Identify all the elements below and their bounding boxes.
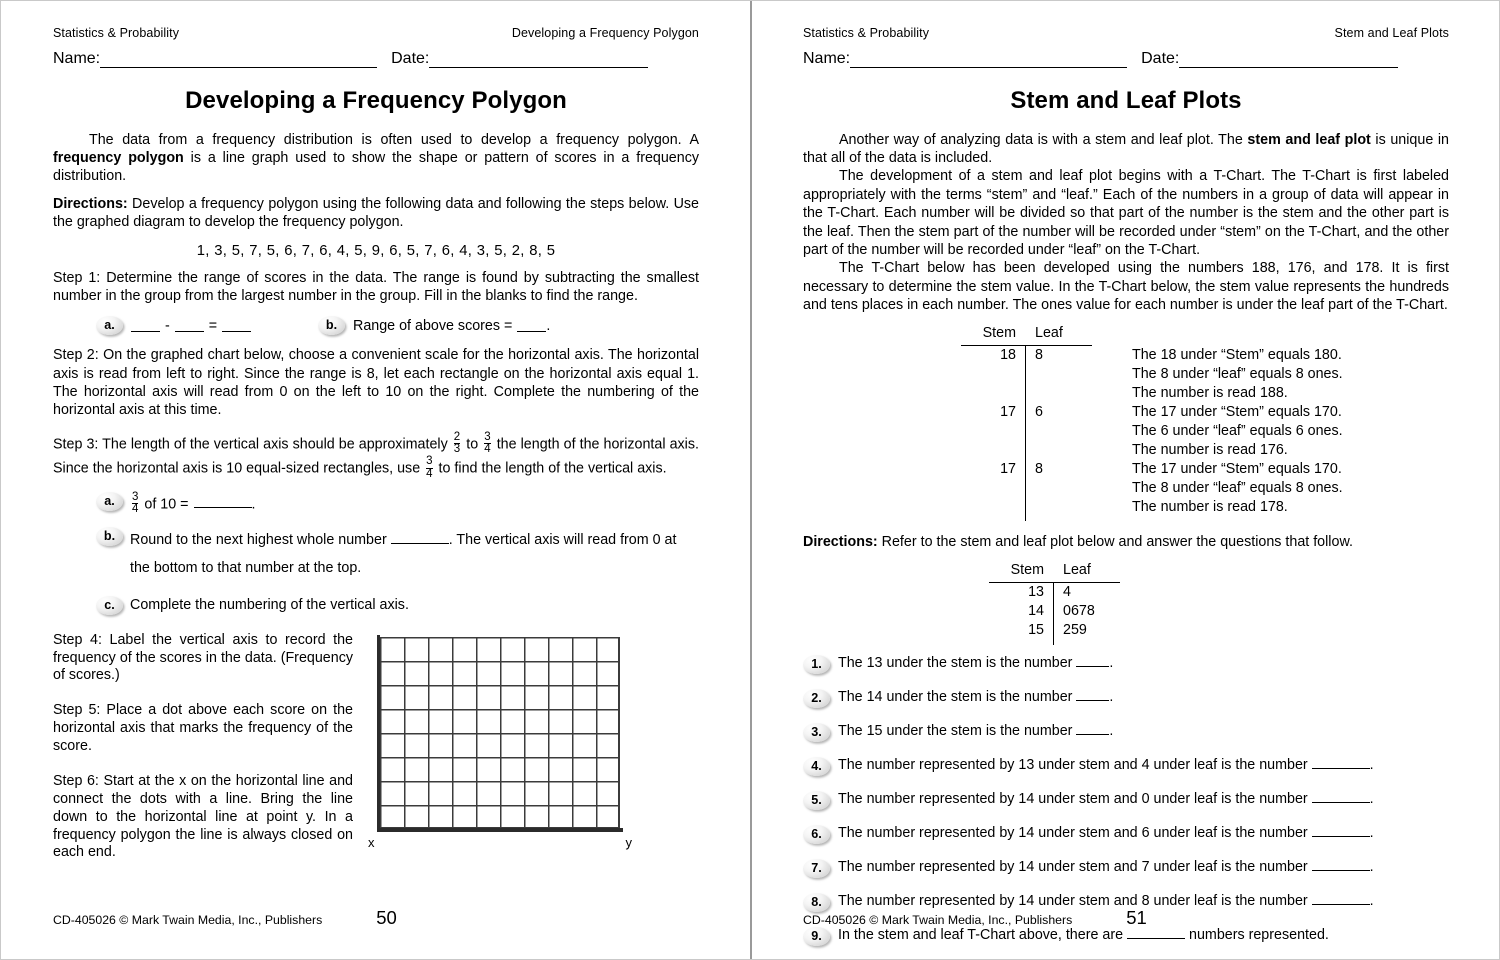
step1-blank-difference[interactable] xyxy=(222,320,251,332)
question-9-text: In the stem and leaf T-Chart above, there are xyxy=(838,926,1128,943)
explanation-line: The 6 under “leaf” equals 6 ones. xyxy=(1132,423,1343,440)
right-para1-text-1: Another way of analyzing data is with a stem and leaf plot. The xyxy=(839,131,1248,148)
question-2-suffix: . xyxy=(1109,688,1114,705)
question-5-suffix: . xyxy=(1369,790,1374,807)
left-intro-bold-term: frequency polygon xyxy=(53,150,184,167)
table-row xyxy=(961,460,1092,479)
question-7-suffix: . xyxy=(1369,858,1374,875)
question-7-text: The number represented by 14 under stem and 7 under leaf is the number xyxy=(838,858,1312,875)
table-row xyxy=(961,403,1092,422)
right-page-title: Stem and Leaf Plots xyxy=(1010,86,1242,114)
questions-list xyxy=(803,654,1449,946)
axis-label-x: x xyxy=(368,834,375,850)
marker-a-step1: a. xyxy=(96,316,123,335)
question-2-blank[interactable] xyxy=(1076,689,1109,701)
tchart-2-leaf-2: 259 xyxy=(1063,621,1087,638)
question-8-text: The number represented by 14 under stem and 8 under leaf is the number xyxy=(838,892,1312,909)
left-date-label: Date: xyxy=(391,49,430,67)
step3-text-d: to find the length of the vertical axis. xyxy=(434,460,667,477)
data-set-values: 1, 3, 5, 7, 5, 6, 7, 6, 4, 5, 9, 6, 5, 7, 6, 4, 3, 5, 2, 8, 5 xyxy=(196,242,556,259)
tchart-1 xyxy=(961,324,1092,517)
step3-c-text: Complete the numbering of the vertical axis. xyxy=(130,596,409,613)
fraction-three-fourths-2: $\frac{3}{4}$ xyxy=(426,455,433,480)
step1-b-period: . xyxy=(546,317,551,334)
question-5-text: The number represented by 14 under stem and 0 under leaf is the number xyxy=(838,790,1312,807)
explanation-line: The number is read 188. xyxy=(1132,385,1288,402)
left-page-number: 50 xyxy=(376,907,397,928)
left-bottom-area xyxy=(53,632,699,879)
right-directions-label: Directions: xyxy=(803,534,878,551)
left-intro-paragraph xyxy=(53,131,699,186)
step-1-item-a[interactable] xyxy=(53,316,318,335)
right-footer xyxy=(803,907,1449,929)
right-page-number: 51 xyxy=(1126,907,1147,928)
frequency-polygon-grid[interactable] xyxy=(368,637,632,850)
axis-label-y: y xyxy=(625,834,632,850)
explanation-line: The number is read 176. xyxy=(1132,442,1288,459)
right-date-label: Date: xyxy=(1141,49,1180,67)
tchart-1-block xyxy=(803,324,1449,517)
tchart-1-stem-0: 18 xyxy=(1000,347,1016,364)
step-3-item-b[interactable] xyxy=(53,526,699,583)
explanation-line: The 17 under “Stem” equals 170. xyxy=(1132,461,1342,478)
question-4-text: The number represented by 13 under stem and 4 under leaf is the number xyxy=(838,756,1312,773)
right-paragraph-2: The development of a stem and leaf plot begins with a T-Chart. The T-Chart is first labeled appropriately with the terms “stem” and “leaf.” Each of the numbers in a group of data will appear in the T-Chart. Each number will be divided so that part of the number is the stem and the other part is the leaf. Then the stem part of the number will be recorded under “stem” on the T-Chart, and the other part of the number will be recorded under “leaf” on the T-Chart. xyxy=(803,168,1449,258)
left-page-title: Developing a Frequency Polygon xyxy=(185,86,567,114)
step1-blank-range[interactable] xyxy=(517,320,546,332)
tchart-1-explanations xyxy=(1092,324,1343,517)
question-8-suffix: . xyxy=(1369,892,1374,909)
explanation-line: The 8 under “leaf” equals 8 ones. xyxy=(1132,366,1343,383)
list-item[interactable] xyxy=(803,654,1449,674)
step3-b-text-1: Round to the next highest whole number xyxy=(130,532,391,549)
question-6-blank[interactable] xyxy=(1312,825,1370,837)
vertical-axis xyxy=(377,635,380,831)
right-name-label: Name: xyxy=(803,49,851,67)
horizontal-axis xyxy=(377,828,623,831)
right-name-input-rule[interactable] xyxy=(850,55,1127,68)
tchart-2-block xyxy=(803,561,1449,640)
step-3-item-c[interactable] xyxy=(53,595,699,615)
tchart-1-divider xyxy=(1025,346,1026,521)
tchart-1-leaf-header: Leaf xyxy=(1035,325,1063,342)
marker-q3: 3. xyxy=(803,723,830,742)
question-3-blank[interactable] xyxy=(1076,723,1109,735)
tchart-2 xyxy=(989,561,1120,640)
step3-text-a: Step 3: The length of the vertical axis should be approximately xyxy=(53,436,452,453)
left-footer-copyright: CD-405026 © Mark Twain Media, Inc., Publishers xyxy=(53,913,323,927)
tchart-2-stem-0: 13 xyxy=(1028,583,1044,600)
explanation-line: The number is read 178. xyxy=(1132,499,1288,516)
tchart-2-stem-1: 14 xyxy=(1028,602,1044,619)
list-item[interactable] xyxy=(803,756,1449,776)
question-1-suffix: . xyxy=(1109,654,1114,671)
left-name-date-line xyxy=(53,50,699,68)
left-page xyxy=(1,1,751,959)
left-running-head-topic: Developing a Frequency Polygon xyxy=(511,26,699,40)
question-4-body xyxy=(838,756,1374,775)
question-6-body xyxy=(838,824,1374,843)
right-directions-paragraph xyxy=(803,533,1449,551)
right-running-head xyxy=(803,27,1449,41)
question-9-suffix: numbers represented. xyxy=(1185,926,1329,943)
question-2-body xyxy=(838,688,1113,707)
fraction-three-fourths-1: $\frac{3}{4}$ xyxy=(484,430,491,456)
marker-b-step1: b. xyxy=(318,316,345,335)
step3-text-b: to xyxy=(462,436,483,453)
left-running-head-subject: Statistics & Probability xyxy=(53,26,180,40)
right-name-date-line xyxy=(803,50,1449,68)
step1-blank-minuend[interactable] xyxy=(131,320,160,332)
tchart-1-stem-2: 17 xyxy=(1000,461,1016,478)
marker-c-step3: c. xyxy=(96,596,123,615)
marker-q1: 1. xyxy=(803,655,830,674)
left-name-input-rule[interactable] xyxy=(100,55,377,68)
tchart-1-rows xyxy=(961,346,1092,479)
step1-minus-sign: - xyxy=(165,317,170,334)
question-4-blank[interactable] xyxy=(1312,757,1370,769)
step-3-item-a[interactable] xyxy=(53,491,699,516)
steps-4-6-column xyxy=(53,632,365,879)
right-footer-copyright: CD-405026 © Mark Twain Media, Inc., Publishers xyxy=(803,913,1073,927)
left-name-label: Name: xyxy=(53,49,101,67)
tchart-1-leaf-0: 8 xyxy=(1035,347,1043,364)
right-paragraph-3: The T-Chart below has been developed using the numbers 188, 176, and 178. It is first necessary to determine the stem value. In the T-Chart below, the stem value represents the hundreds and tens places in each number. The ones value for each number is under the leaf part of the T-Chart. xyxy=(803,260,1449,313)
left-intro-text-2: is a line graph used to show the shape or pattern of scores in a frequency distribution. xyxy=(53,150,700,185)
marker-q4: 4. xyxy=(803,757,830,776)
list-item[interactable] xyxy=(803,688,1449,708)
question-3-text: The 15 under the stem is the number xyxy=(838,722,1077,739)
question-7-body xyxy=(838,858,1374,877)
right-para1-text-2: is unique in that all of the data is included. xyxy=(803,131,1450,167)
step3-a-body xyxy=(130,491,255,516)
step-2-text: Step 2: On the graphed chart below, choose a convenient scale for the horizontal axis. The horizontal axis is read from left to right. Since the range is 8, let each rectangle on the horizontal axis equal 1. The horizontal axis will read from 0 on the left to 10 on the right. Complete the numbering of the horizontal axis at this time. xyxy=(53,347,699,419)
list-item[interactable] xyxy=(803,790,1449,810)
question-5-body xyxy=(838,790,1374,809)
marker-q8: 8. xyxy=(803,893,830,912)
list-item[interactable] xyxy=(803,824,1449,844)
step3-a-label: of 10 = xyxy=(140,496,189,513)
marker-q7: 7. xyxy=(803,859,830,878)
step3-blank-three-fourths-of-ten[interactable] xyxy=(194,496,252,508)
tchart-2-divider xyxy=(1053,583,1054,645)
tchart-1-stem-1: 17 xyxy=(1000,404,1016,421)
tchart-1-leaf-2: 8 xyxy=(1035,461,1043,478)
marker-q6: 6. xyxy=(803,825,830,844)
grid-right-edge xyxy=(618,637,620,829)
tchart-2-leaf-1: 0678 xyxy=(1063,602,1095,619)
tchart-2-leaf-0: 4 xyxy=(1063,583,1071,600)
step1-equals-sign: = xyxy=(208,317,218,334)
step-1-text: Step 1: Determine the range of scores in the data. The range is found by subtracting the smallest number in the group from the largest number in the group. Fill in the blanks to find the range. xyxy=(53,269,699,304)
explanation-line: The 18 under “Stem” equals 180. xyxy=(1132,347,1342,364)
tchart-1-headers xyxy=(961,324,1092,343)
tchart-1-stem-header: Stem xyxy=(982,325,1016,342)
question-4-suffix: . xyxy=(1369,756,1374,773)
table-row xyxy=(989,583,1120,602)
tchart-2-stem-2: 15 xyxy=(1028,621,1044,638)
table-row xyxy=(989,621,1120,640)
step3-b-body xyxy=(130,526,699,583)
marker-q5: 5. xyxy=(803,791,830,810)
question-5-blank[interactable] xyxy=(1312,791,1370,803)
step-1-answer-row xyxy=(53,316,699,335)
step-6-text: Step 6: Start at the x on the horizontal line and connect the dots with a line. Bring the line down to the horizontal line at point y. In a frequency polygon the line is always closed on each end. xyxy=(53,772,353,861)
left-date-input-rule[interactable] xyxy=(429,55,648,68)
left-running-head xyxy=(53,27,699,41)
question-1-blank[interactable] xyxy=(1076,655,1109,667)
right-page xyxy=(751,1,1500,959)
step3-a-period: . xyxy=(251,496,256,513)
right-running-head-subject: Statistics & Probability xyxy=(803,26,930,40)
question-2-text: The 14 under the stem is the number xyxy=(838,688,1077,705)
table-row xyxy=(961,346,1092,365)
graph-grid-column xyxy=(365,632,699,879)
step3-blank-round-up[interactable] xyxy=(391,532,449,544)
left-directions-text: Develop a frequency polygon using the following data and following the steps below. Use the graphed diagram to develop the frequency polygon. xyxy=(53,195,699,231)
tchart-2-rows xyxy=(989,583,1120,640)
question-3-suffix: . xyxy=(1109,722,1114,739)
marker-q9: 9. xyxy=(803,927,830,946)
right-running-head-topic: Stem and Leaf Plots xyxy=(1334,26,1449,40)
table-row xyxy=(989,602,1120,621)
marker-a-step3: a. xyxy=(96,492,123,511)
question-7-blank[interactable] xyxy=(1312,859,1370,871)
step3-text-c: the length of the horizontal axis. Since the horizontal axis is 10 equal-sized rectangles, use xyxy=(53,436,699,477)
step1-b-label: Range of above scores = xyxy=(353,317,513,334)
left-footer xyxy=(53,907,699,929)
step-1-item-b[interactable] xyxy=(318,316,550,335)
question-3-body xyxy=(838,722,1113,741)
left-directions-paragraph xyxy=(53,195,699,232)
explanation-line: The 8 under “leaf” equals 8 ones. xyxy=(1132,480,1343,497)
right-paragraph-1 xyxy=(803,131,1449,168)
tchart-2-leaf-header: Leaf xyxy=(1063,561,1091,578)
question-6-suffix: . xyxy=(1369,824,1374,841)
fraction-three-fourths-3: $\frac{3}{4}$ xyxy=(132,490,139,516)
right-date-input-rule[interactable] xyxy=(1179,55,1398,68)
marker-q2: 2. xyxy=(803,689,830,708)
question-1-body xyxy=(838,654,1113,673)
step-4-text: Step 4: Label the vertical axis to record the frequency of the scores in the data. (Frequency of scores.) xyxy=(53,631,353,684)
step-5-text: Step 5: Place a dot above each score on the horizontal axis that marks the frequency of the score. xyxy=(53,702,353,755)
tchart-2-headers xyxy=(989,561,1120,580)
step-3-text xyxy=(53,432,699,481)
grid-cells xyxy=(380,637,620,829)
right-directions-text: Refer to the stem and leaf plot below and answer the questions that follow. xyxy=(877,534,1353,551)
question-8-blank[interactable] xyxy=(1312,893,1370,905)
right-para1-bold-term: stem and leaf plot xyxy=(1247,131,1371,148)
tchart-1-leaf-1: 6 xyxy=(1035,404,1043,421)
list-item[interactable] xyxy=(803,722,1449,742)
question-1-text: The 13 under the stem is the number xyxy=(838,654,1077,671)
list-item[interactable] xyxy=(803,858,1449,878)
fraction-two-thirds: $\frac{2}{3}$ xyxy=(453,430,461,456)
marker-b-step3: b. xyxy=(96,527,123,546)
question-6-text: The number represented by 14 under stem and 6 under leaf is the number xyxy=(838,824,1312,841)
left-directions-label: Directions: xyxy=(53,195,128,212)
step1-blank-subtrahend[interactable] xyxy=(175,320,204,332)
step3-b-text-2: . The vertical axis will read from 0 at the bottom to that number at the top. xyxy=(130,532,677,576)
explanation-line: The 17 under “Stem” equals 170. xyxy=(1132,404,1342,421)
tchart-2-stem-header: Stem xyxy=(1010,561,1044,578)
left-intro-text-1: The data from a frequency distribution is often used to develop a frequency polygon. A xyxy=(89,131,699,148)
